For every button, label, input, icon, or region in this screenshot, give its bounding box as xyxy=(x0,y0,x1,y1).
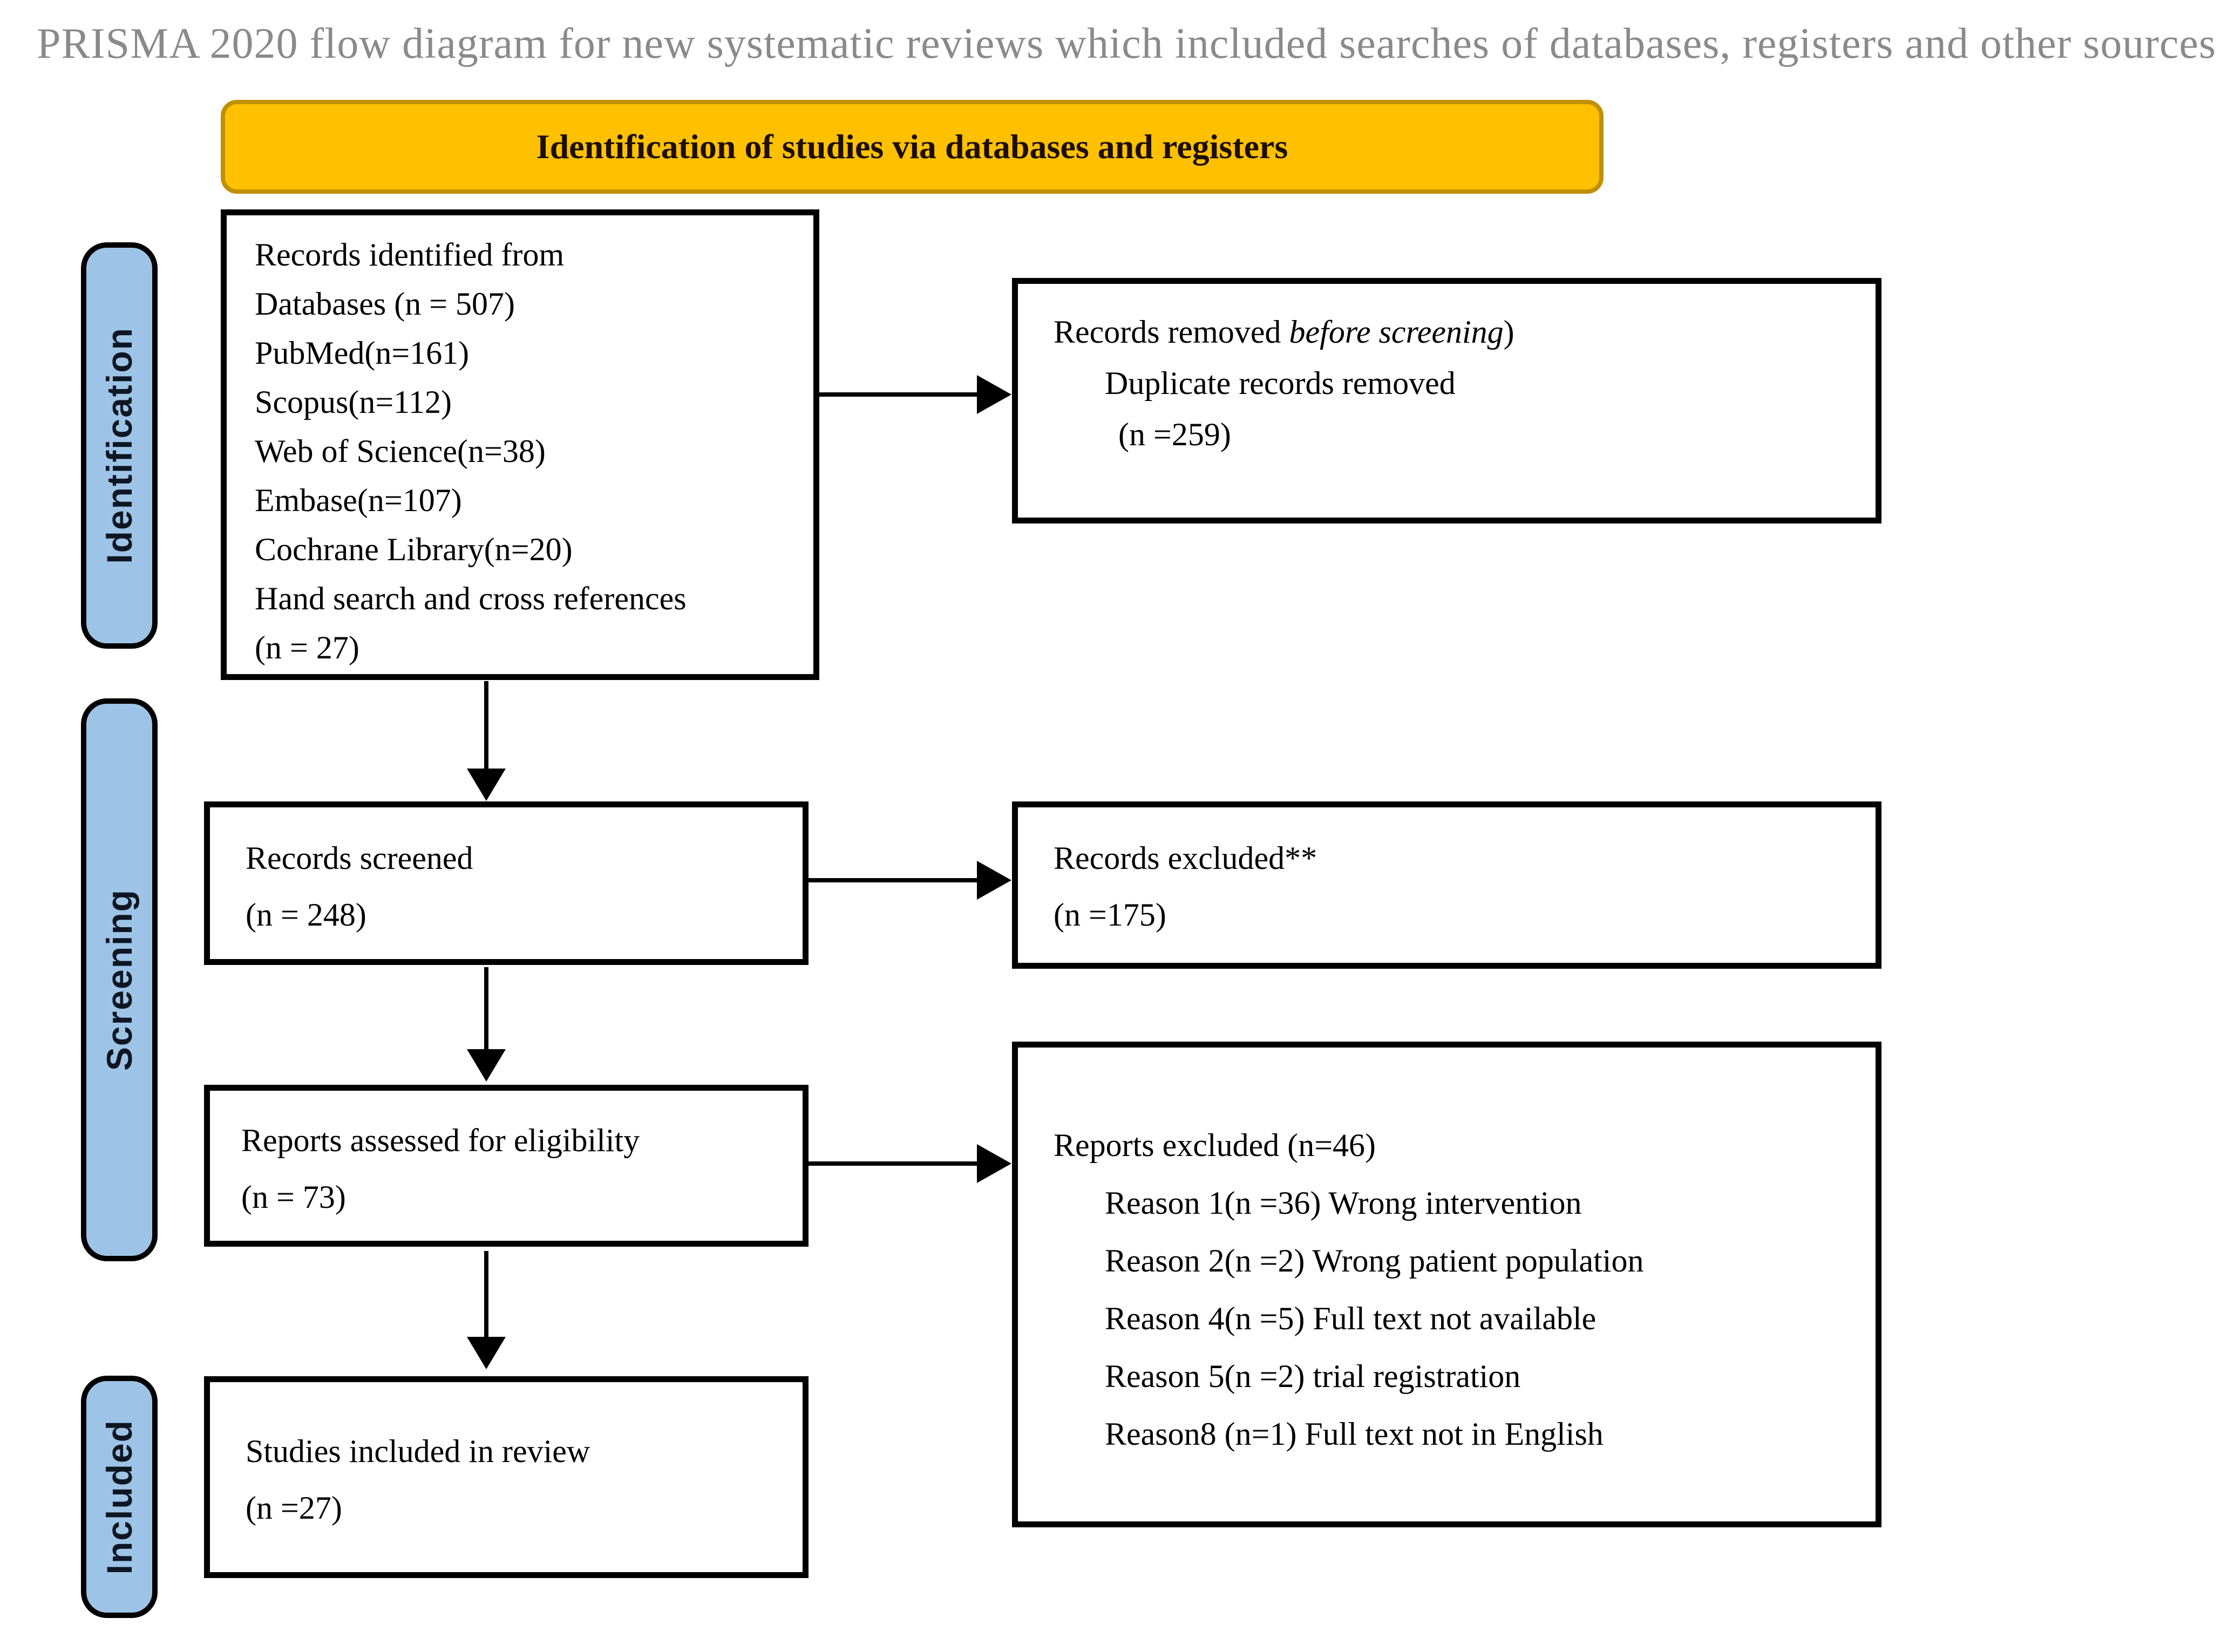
box-studies-included xyxy=(204,1376,809,1578)
records-excluded-line: Records excluded** xyxy=(1054,840,1317,876)
records-screened-line: (n = 248) xyxy=(246,897,366,933)
reports-excluded-reason: Reason 2(n =2) Wrong patient population xyxy=(1105,1243,1644,1279)
reports-assessed-line: (n = 73) xyxy=(241,1179,346,1215)
reports-excluded-reason: Reason8 (n=1) Full text not in English xyxy=(1105,1416,1604,1452)
records-identified-line: Records identified from xyxy=(255,237,565,273)
records-removed-line: Records removed before screening) xyxy=(1054,314,1514,350)
records-identified-line: Web of Science(n=38) xyxy=(255,433,546,469)
box-records-excluded xyxy=(1012,801,1881,969)
arrow-stem xyxy=(819,392,982,397)
records-identified-line: Databases (n = 507) xyxy=(255,286,515,322)
reports-excluded-reason: Reason 4(n =5) Full text not available xyxy=(1105,1301,1597,1336)
box-reports-assessed xyxy=(204,1085,809,1247)
stage-label-screening-text: Screening xyxy=(99,888,139,1071)
records-identified-line: Scopus(n=112) xyxy=(255,384,452,420)
records-identified-line: (n = 27) xyxy=(255,630,359,665)
records-identified-line: PubMed(n=161) xyxy=(255,335,470,371)
arrow-head-down-icon xyxy=(467,769,506,801)
box-records-screened xyxy=(204,801,809,965)
reports-excluded-reason: Reason 5(n =2) trial registration xyxy=(1105,1358,1521,1394)
arrow-head-right-icon xyxy=(977,375,1011,414)
diagram-title: PRISMA 2020 flow diagram for new systematic reviews which included searches of databases, registers and other sources xyxy=(37,20,2217,67)
records-identified-line: Hand search and cross references xyxy=(255,581,687,616)
arrow-stem xyxy=(809,1161,982,1166)
records-removed-line: (n =259) xyxy=(1118,417,1231,452)
header-banner-label: Identification of studies via databases and registers xyxy=(536,127,1288,166)
stage-label-screening xyxy=(81,698,158,1261)
stage-label-included xyxy=(81,1376,158,1618)
arrow-stem xyxy=(484,967,488,1052)
arrow-head-right-icon xyxy=(977,861,1011,900)
records-screened-line: Records screened xyxy=(246,840,473,876)
box-records-removed xyxy=(1012,278,1881,524)
arrow-stem xyxy=(484,1251,488,1340)
arrow-head-right-icon xyxy=(977,1144,1011,1183)
header-banner xyxy=(221,100,1604,194)
studies-included-line: (n =27) xyxy=(246,1490,342,1526)
stage-label-identification xyxy=(81,242,158,649)
stage-label-included-text: Included xyxy=(99,1419,139,1575)
reports-excluded-title: Reports excluded (n=46) xyxy=(1054,1127,1376,1163)
arrow-head-down-icon xyxy=(467,1049,506,1082)
studies-included-line: Studies included in review xyxy=(246,1433,590,1469)
records-identified-line: Cochrane Library(n=20) xyxy=(255,532,573,567)
stage-label-identification-text: Identification xyxy=(99,327,139,564)
reports-excluded-reason: Reason 1(n =36) Wrong intervention xyxy=(1105,1185,1582,1221)
box-records-identified xyxy=(221,209,819,680)
reports-assessed-line: Reports assessed for eligibility xyxy=(241,1123,640,1158)
records-removed-line: Duplicate records removed xyxy=(1105,365,1456,401)
records-identified-line: Embase(n=107) xyxy=(255,482,462,518)
arrow-head-down-icon xyxy=(467,1337,506,1369)
box-reports-excluded xyxy=(1012,1042,1881,1527)
records-excluded-line: (n =175) xyxy=(1054,897,1166,933)
arrow-stem xyxy=(809,878,982,882)
arrow-stem xyxy=(484,681,488,772)
